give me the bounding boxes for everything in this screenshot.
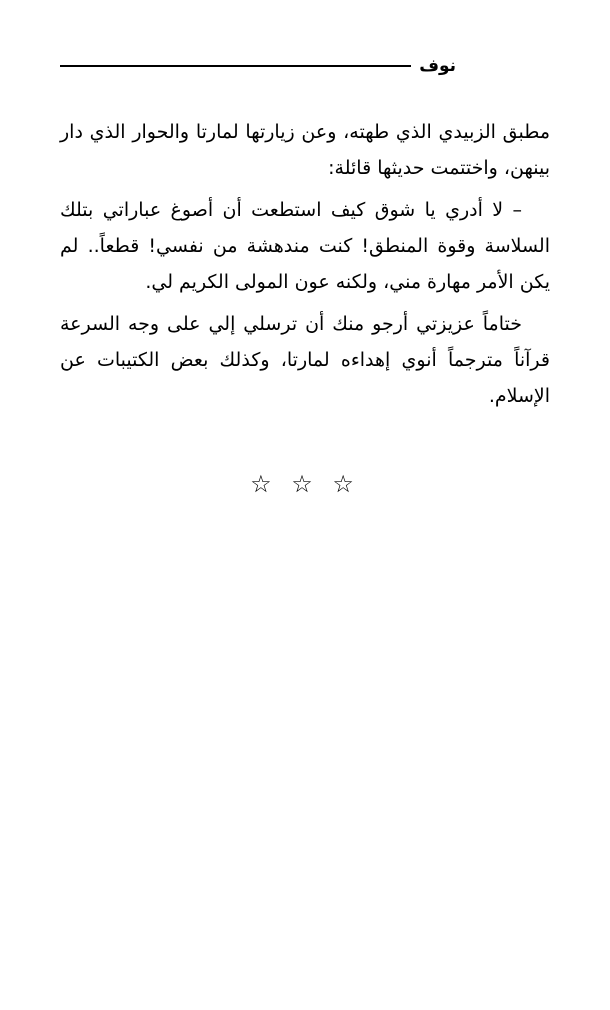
paragraph: ختاماً عزيزتي أرجو منك أن ترسلي إلي على وجه السرعة قرآناً مترجماً أنوي إهداءه لمارتا، وكذلك بعض الكتيبات عن الإسلام. <box>60 313 550 407</box>
body-text <box>60 114 550 420</box>
section-separator-stars: ☆ ☆ ☆ <box>250 470 360 498</box>
paragraph: مطبق الزبيدي الذي طهته، وعن زيارتها لمارتا والحوار الذي دار بينهن، واختتمت حديثها قائلة: <box>60 121 550 179</box>
header-rule <box>60 65 411 67</box>
running-header <box>60 52 456 80</box>
header-title: نوف <box>419 56 456 76</box>
paragraph: – لا أدري يا شوق كيف استطعت أن أصوغ عباراتي بتلك السلاسة وقوة المنطق! كنت مندهشة من نفسي! قطعاً.. لم يكن الأمر مهارة مني، ولكنه عون المولى الكريم لي. <box>60 199 550 293</box>
